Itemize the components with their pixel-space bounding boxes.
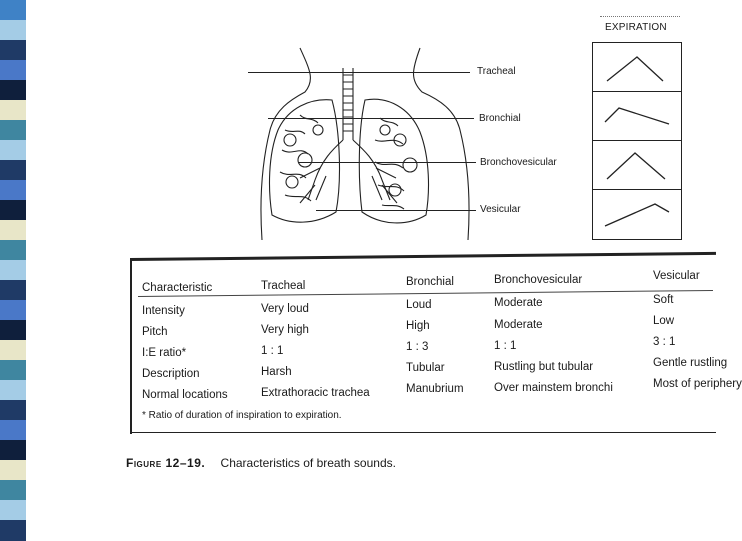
vesicular-waveform [593,190,681,238]
row-pitch-vesicular: Low [653,315,675,327]
stripe-square [0,420,26,441]
table-left-border [130,258,132,434]
vesicular-wave-icon [593,190,681,238]
row-normal-locations-bronchovesicular: Over mainstem bronchi [494,382,613,394]
stripe-square [0,20,26,41]
stripe-square [0,320,26,341]
stripe-square [0,0,26,21]
tracheal-wave-icon [593,43,681,91]
bronchial-wave-icon [593,92,681,140]
row-normal-locations-bronchial: Manubrium [406,383,464,395]
figure-caption [126,456,396,470]
stripe-square [0,400,26,421]
breath-sounds-table [130,258,742,434]
row-ie-ratio-bronchial: 1 : 3 [406,341,429,353]
row-description-bronchial: Tubular [406,362,445,374]
figure-scan [110,0,742,540]
header-bronchovesicular: Bronchovesicular [494,274,583,286]
stripe-square [0,60,26,81]
bronchovesicular-pointer-line [298,162,476,163]
decorative-stripe [0,0,26,540]
figure-caption-text: Characteristics of breath sounds. [220,456,396,470]
stripe-square [0,120,26,141]
row-description-tracheal: Harsh [261,366,292,378]
stripe-square [0,140,26,161]
row-intensity-bronchial: Loud [406,299,432,311]
sound-waveform-panel [592,42,682,240]
stripe-square [0,380,26,401]
row-intensity-vesicular: Soft [653,294,674,306]
bronchial-pointer-line [268,118,474,119]
row-ie-ratio-tracheal: 1 : 1 [261,345,284,357]
table-footnote: * Ratio of duration of inspiration to expiration. [142,410,342,421]
vesicular-pointer-line [316,210,476,211]
bronchial-waveform [593,92,681,141]
row-ie-ratio-characteristic: I:E ratio* [142,347,187,359]
row-intensity-tracheal: Very loud [261,303,309,315]
stripe-square [0,280,26,301]
stripe-square [0,200,26,221]
row-pitch-bronchovesicular: Moderate [494,319,543,331]
stripe-square [0,500,26,521]
stripe-square [0,240,26,261]
row-ie-ratio-vesicular: 3 : 1 [653,336,676,348]
figure-number: Figure 12–19. [126,456,206,470]
table-header-rule [138,290,713,297]
header-vesicular: Vesicular [653,270,700,282]
stripe-square [0,480,26,501]
header-tracheal: Tracheal [261,280,306,292]
stripe-square [0,40,26,61]
row-pitch-characteristic: Pitch [142,326,168,338]
stripe-square [0,300,26,321]
row-pitch-tracheal: Very high [261,324,309,336]
row-normal-locations-characteristic: Normal locations [142,389,228,401]
bronchial-label: Bronchial [479,113,521,124]
stripe-square [0,440,26,461]
stripe-square [0,180,26,201]
header-characteristic: Characteristic [142,282,213,294]
stripe-square [0,160,26,181]
row-description-bronchovesicular: Rustling but tubular [494,361,594,373]
row-intensity-bronchovesicular: Moderate [494,297,543,309]
row-description-characteristic: Description [142,368,200,380]
stripe-square [0,460,26,481]
stripe-square [0,260,26,281]
expiration-heading: EXPIRATION [605,22,667,33]
cropped-heading-fragment [600,8,680,17]
row-description-vesicular: Gentle rustling [653,357,728,369]
stripe-square [0,80,26,101]
tracheal-waveform [593,43,681,92]
stripe-square [0,520,26,541]
row-normal-locations-vesicular: Most of periphery [653,378,742,390]
bronchovesicular-waveform [593,141,681,190]
vesicular-label: Vesicular [480,204,521,215]
stripe-square [0,220,26,241]
header-bronchial: Bronchial [406,276,454,288]
tracheal-label: Tracheal [477,66,516,77]
row-pitch-bronchial: High [406,320,430,332]
row-normal-locations-tracheal: Extrathoracic trachea [261,387,370,399]
row-intensity-characteristic: Intensity [142,305,185,317]
table-bottom-rule [130,432,716,433]
tracheal-pointer-line [248,72,470,73]
bronchovesicular-wave-icon [593,141,681,189]
bronchovesicular-label: Bronchovesicular [480,157,557,168]
row-ie-ratio-bronchovesicular: 1 : 1 [494,340,517,352]
stripe-square [0,340,26,361]
stripe-square [0,360,26,381]
stripe-square [0,100,26,121]
